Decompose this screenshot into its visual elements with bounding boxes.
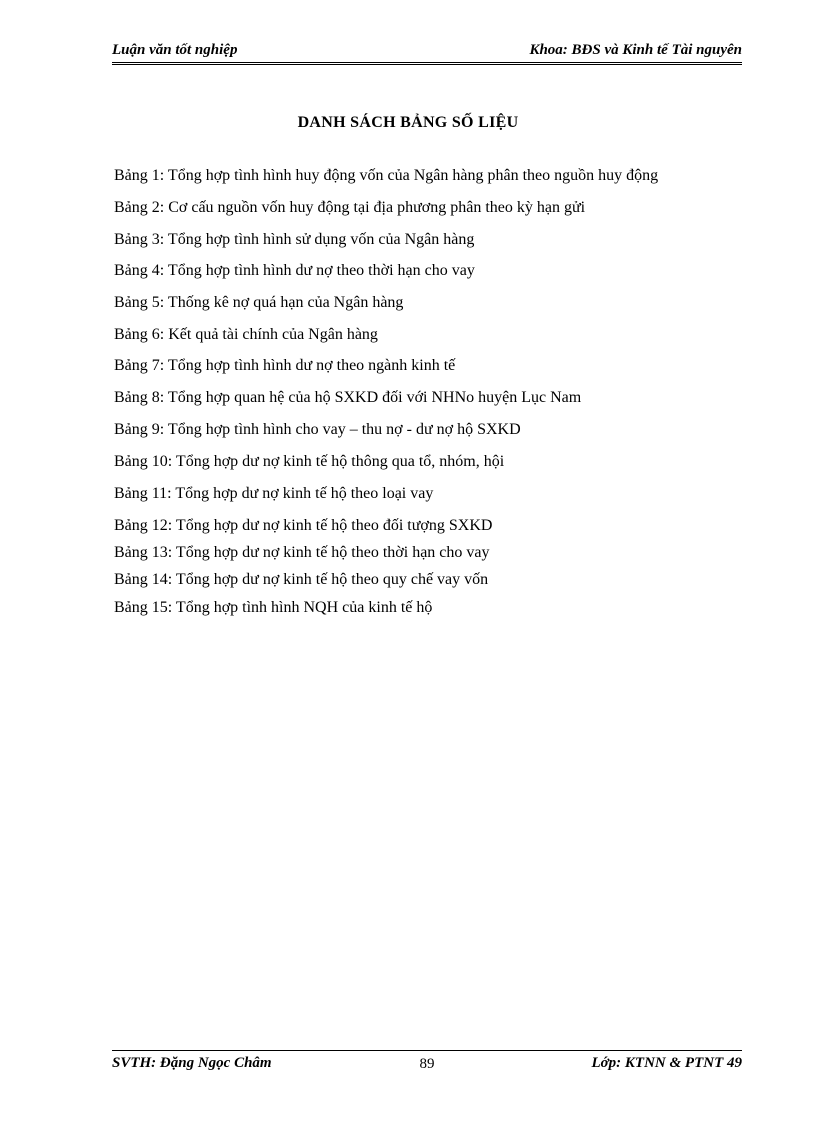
- footer-class-label: Lớp: KTNN & PTNT 49: [591, 1055, 742, 1071]
- table-list-item: Bảng 14: Tổng hợp dư nợ kinh tế hộ theo quy chế vay vốn: [114, 571, 489, 588]
- table-list-item: Bảng 5: Thống kê nợ quá hạn của Ngân hàng: [114, 294, 404, 311]
- table-list-item: Bảng 4: Tổng hợp tình hình dư nợ theo thời hạn cho vay: [114, 262, 475, 279]
- page-number: 89: [419, 1056, 435, 1072]
- table-list-item: Bảng 1: Tổng hợp tình hình huy động vốn của Ngân hàng phân theo nguồn huy động: [114, 167, 659, 184]
- table-list-item: Bảng 2: Cơ cấu nguồn vốn huy động tại địa phương phân theo kỳ hạn gửi: [114, 199, 586, 216]
- table-list-item: Bảng 12: Tổng hợp dư nợ kinh tế hộ theo đối tượng SXKD: [114, 517, 493, 534]
- footer-student-label: SVTH: Đặng Ngọc Châm: [112, 1055, 272, 1071]
- page-header: [112, 40, 742, 65]
- table-list-item: Bảng 10: Tổng hợp dư nợ kinh tế hộ thông qua tổ, nhóm, hội: [114, 453, 505, 470]
- table-list-item: Bảng 15: Tổng hợp tình hình NQH của kinh tế hộ: [114, 599, 433, 616]
- table-list-item: Bảng 7: Tổng hợp tình hình dư nợ theo ngành kinh tế: [114, 357, 456, 374]
- page-footer: [112, 1050, 742, 1077]
- header-thesis-label: Luận văn tốt nghiệp: [112, 42, 238, 58]
- table-list-item: Bảng 3: Tổng hợp tình hình sử dụng vốn của Ngân hàng: [114, 231, 475, 248]
- page-title: DANH SÁCH BẢNG SỐ LIỆU: [297, 114, 519, 131]
- table-list-item: Bảng 8: Tổng hợp quan hệ của hộ SXKD đối với NHNo huyện Lục Nam: [114, 389, 582, 406]
- header-faculty-label: Khoa: BĐS và Kinh tế Tài nguyên: [529, 42, 742, 58]
- table-list-item: Bảng 13: Tổng hợp dư nợ kinh tế hộ theo thời hạn cho vay: [114, 544, 490, 561]
- table-list-item: Bảng 11: Tổng hợp dư nợ kinh tế hộ theo loại vay: [114, 485, 434, 502]
- table-list-item: Bảng 6: Kết quả tài chính của Ngân hàng: [114, 326, 378, 343]
- table-list-item: Bảng 9: Tổng hợp tình hình cho vay – thu nợ - dư nợ hộ SXKD: [114, 421, 521, 438]
